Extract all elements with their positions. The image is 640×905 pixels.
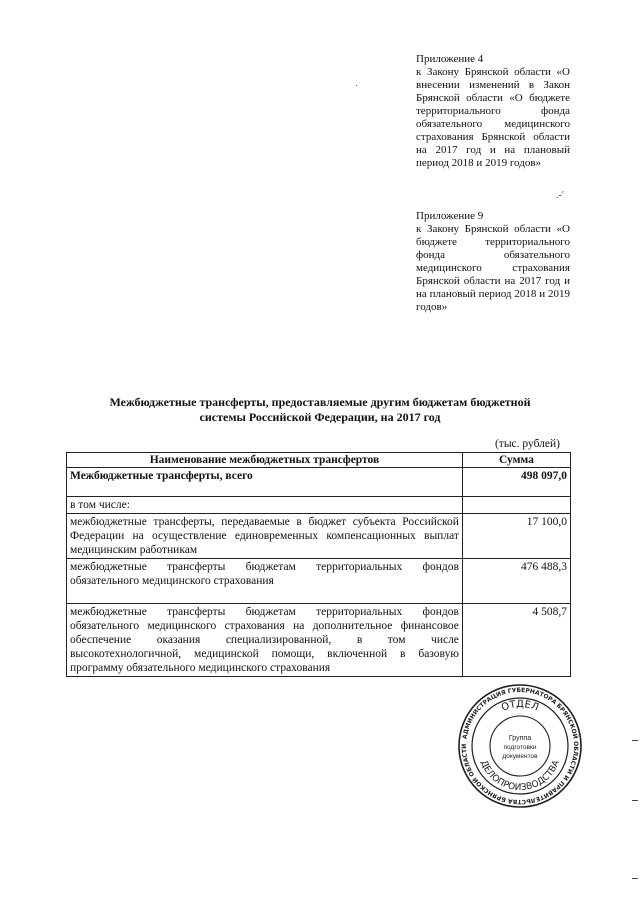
transfers-table	[66, 452, 571, 677]
table-row-note	[67, 497, 571, 514]
row-sum: 17 100,0	[462, 514, 570, 559]
table-row-total	[67, 468, 571, 497]
document-title-line-1: Межбюджетные трансферты, предоставляемые другим бюджетам бюджетной	[109, 395, 531, 409]
document-title-line-2: системы Российской Федерации, на 2017 год	[199, 410, 441, 424]
table-row	[67, 559, 571, 604]
table-row	[67, 604, 571, 677]
document-title	[60, 395, 580, 425]
stamp-outer-text: АДМИНИСТРАЦИЯ ГУБЕРНАТОРА БРЯНСКОЙ ОБЛАСТИ И ПРАВИТЕЛЬСТВА БРЯНСКОЙ ОБЛАСТИ	[460, 686, 580, 806]
row-name: межбюджетные трансферты бюджетам территориальных фондов обязательного медицинского страхования на дополнительное финансовое обеспечение оказания специализированной, в том числе высокотехнологичной, медицинской помощи, включенной в базовую программу обязательного медицинского страхования	[67, 604, 463, 677]
units-label: (тыс. рублей)	[494, 438, 560, 450]
header-name: Наименование межбюджетных трансфертов	[67, 453, 463, 468]
edge-mark	[632, 740, 638, 741]
row-name: межбюджетные трансферты бюджетам территориальных фондов обязательного медицинского страхования	[67, 559, 463, 604]
appendix-9-header	[416, 210, 570, 314]
appendix-4-text: к Закону Брянской области «О внесении изменений в Закон Брянской области «О бюджете территориального фонда обязательного медицинского страхования Брянской области на 2017 год и на плановый период 2018 и 2019 годов»	[416, 66, 570, 169]
edge-mark	[632, 878, 638, 879]
row-sum: 476 488,3	[462, 559, 570, 604]
table-row	[67, 514, 571, 559]
appendix-4-title: Приложение 4	[416, 53, 484, 65]
stray-dot: ·	[355, 81, 359, 92]
appendix-9-title: Приложение 9	[416, 210, 484, 222]
header-sum: Сумма	[462, 453, 570, 468]
appendix-9-text: к Закону Брянской области «О бюджете территориального фонда обязательного медицинского страхования Брянской области на 2017 год и на плановый период 2018 и 2019 годов»	[416, 223, 570, 313]
row-name: межбюджетные трансферты, передаваемые в бюджет субъекта Российской Федерации на осуществление единовременных компенсационных выплат медицинским работникам	[67, 514, 463, 559]
total-sum: 498 097,0	[462, 468, 570, 497]
stamp-inner-top: ОТДЕЛ	[499, 698, 541, 714]
row-sum: 4 508,7	[462, 604, 570, 677]
note-label: в том числе:	[67, 497, 463, 514]
edge-mark	[632, 800, 638, 801]
table-header-row	[67, 453, 571, 468]
total-name: Межбюджетные трансферты, всего	[67, 468, 463, 497]
stamp-center-line-2: подготовки	[503, 744, 537, 751]
stray-tick: .-′	[556, 190, 565, 201]
official-stamp	[457, 683, 583, 809]
stamp-center-line-1: Группа	[508, 735, 532, 742]
stamp-center-line-3: документов	[502, 753, 538, 760]
note-sum-empty	[462, 497, 570, 514]
stamp-inner-bottom: ДЕЛОПРОИЗВОДСТВА	[478, 758, 562, 794]
appendix-4-header	[416, 53, 570, 170]
